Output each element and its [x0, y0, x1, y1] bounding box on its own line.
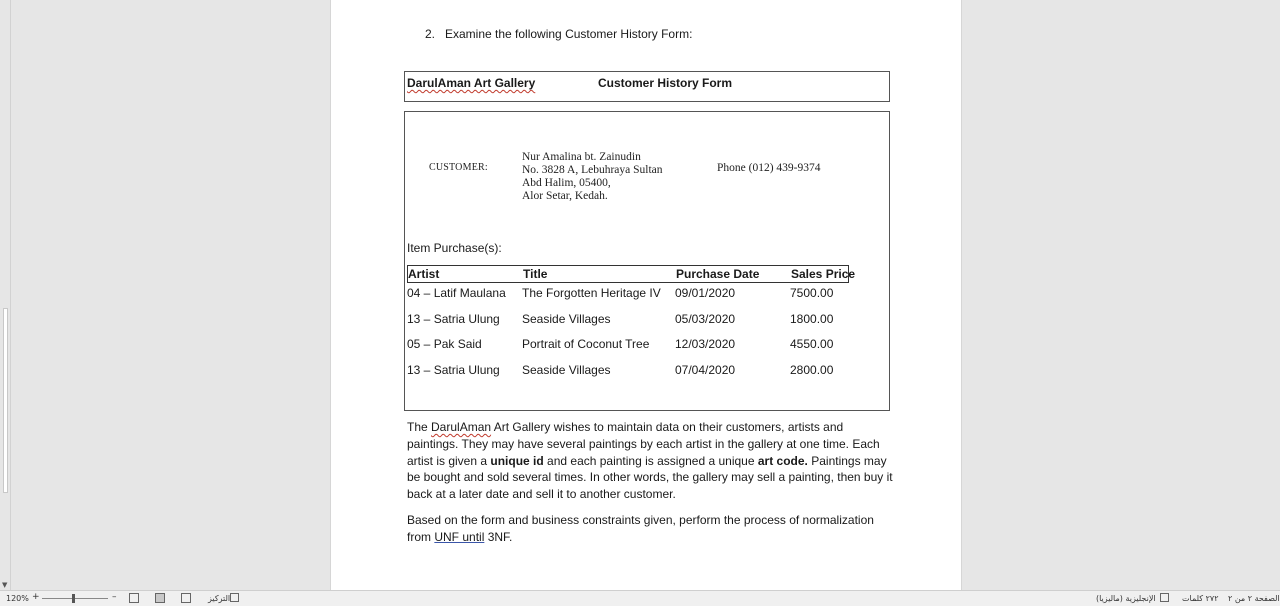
cell-artist: 13 – Satria Ulung [407, 311, 500, 326]
cell-title: Seaside Villages [522, 311, 611, 326]
read-mode-icon[interactable] [181, 593, 191, 603]
bold-term: art code. [757, 453, 808, 468]
customer-label: CUSTOMER: [429, 162, 488, 173]
table-row [407, 309, 849, 335]
address-line: Nur Amalina bt. Zainudin [522, 151, 641, 163]
header-title: Title [523, 267, 548, 281]
focus-icon[interactable] [230, 593, 239, 602]
text-run: 3NF. [484, 529, 513, 544]
form-header-box [404, 71, 890, 102]
items-label: Item Purchase(s): [407, 241, 502, 255]
description-paragraph [407, 419, 893, 503]
web-layout-icon[interactable] [129, 593, 139, 603]
gallery-name [407, 76, 535, 90]
purchase-table [407, 265, 856, 385]
text-run: The [407, 420, 432, 434]
form-title: Customer History Form [598, 76, 733, 90]
zoom-slider-handle[interactable] [72, 594, 75, 603]
focus-label[interactable]: التركيز [208, 594, 231, 603]
customer-form-box [404, 111, 890, 411]
customer-address [522, 151, 663, 203]
cell-date: 07/04/2020 [675, 362, 736, 377]
question-heading [425, 27, 692, 41]
address-line: No. 3828 A, Lebuhraya Sultan [522, 164, 663, 176]
word-count[interactable]: ٢٧٢ كلمات [1182, 594, 1219, 603]
table-row [407, 360, 849, 386]
page-indicator[interactable]: الصفحة ٢ من ٢ [1228, 594, 1280, 603]
cell-title: Portrait of Coconut Tree [522, 337, 650, 351]
cell-title: Seaside Villages [522, 362, 611, 377]
instruction-paragraph [407, 512, 893, 546]
table-header-row [407, 265, 856, 283]
status-bar [0, 590, 1280, 606]
cell-artist: 04 – Latif Maulana [407, 286, 506, 300]
text-run: Paintings may be bought and sold several times. In other words, the gallery may sell a painting, then buy it back at a later date and sell it to another customer. [407, 453, 893, 502]
table-row [407, 283, 849, 309]
address-line: Abd Halim, 05400, [522, 177, 611, 189]
header-purchase-date: Purchase Date [676, 267, 760, 281]
proofing-icon[interactable] [1160, 593, 1169, 602]
text-run: Based on the form and business constraints given, perform the process of normalization from [407, 513, 874, 544]
brand-name: DarulAman [431, 420, 492, 434]
cell-price: 7500.00 [790, 286, 834, 300]
vertical-ruler [0, 0, 11, 590]
zoom-level[interactable]: 120% [6, 594, 29, 603]
zoom-out-icon[interactable]: – [112, 592, 117, 602]
question-text: Examine the following Customer History Form: [445, 27, 693, 41]
cell-price: 4550.00 [790, 337, 834, 351]
address-line: Alor Setar, Kedah. [522, 190, 608, 202]
text-run: Art Gallery wishes to maintain data on their customers, artists and paintings. They may have several paintings by each artist in the gallery at one time. Each artist is given a [407, 420, 880, 468]
zoom-in-icon[interactable]: + [32, 592, 40, 602]
table-row [407, 334, 849, 360]
cell-title: The Forgotten Heritage IV [522, 286, 661, 300]
text-run: and each painting is assigned a unique [543, 453, 758, 468]
document-page [330, 0, 962, 590]
print-layout-icon[interactable] [155, 593, 165, 603]
bold-term: unique id [490, 453, 544, 468]
gallery-brand: DarulAman Art Gallery [407, 76, 536, 90]
cell-price: 2800.00 [790, 362, 834, 377]
cell-artist: 05 – Pak Said [407, 337, 482, 351]
underlined-term: UNF until [434, 529, 485, 544]
cell-date: 05/03/2020 [675, 311, 736, 326]
cell-date: 12/03/2020 [675, 337, 736, 351]
cell-date: 09/01/2020 [675, 286, 736, 300]
cell-artist: 13 – Satria Ulung [407, 362, 500, 377]
question-number: 2. [425, 27, 436, 41]
scroll-down-icon[interactable]: ▼ [2, 581, 8, 589]
header-artist: Artist [408, 267, 440, 281]
customer-phone: Phone (012) 439-9374 [717, 162, 821, 174]
language-indicator[interactable]: الإنجليزية (ماليزيا) [1096, 594, 1156, 603]
scrollbar-thumb[interactable] [3, 308, 8, 493]
zoom-slider[interactable] [42, 598, 108, 599]
cell-price: 1800.00 [790, 311, 834, 326]
header-sales-price: Sales Price [791, 267, 856, 281]
